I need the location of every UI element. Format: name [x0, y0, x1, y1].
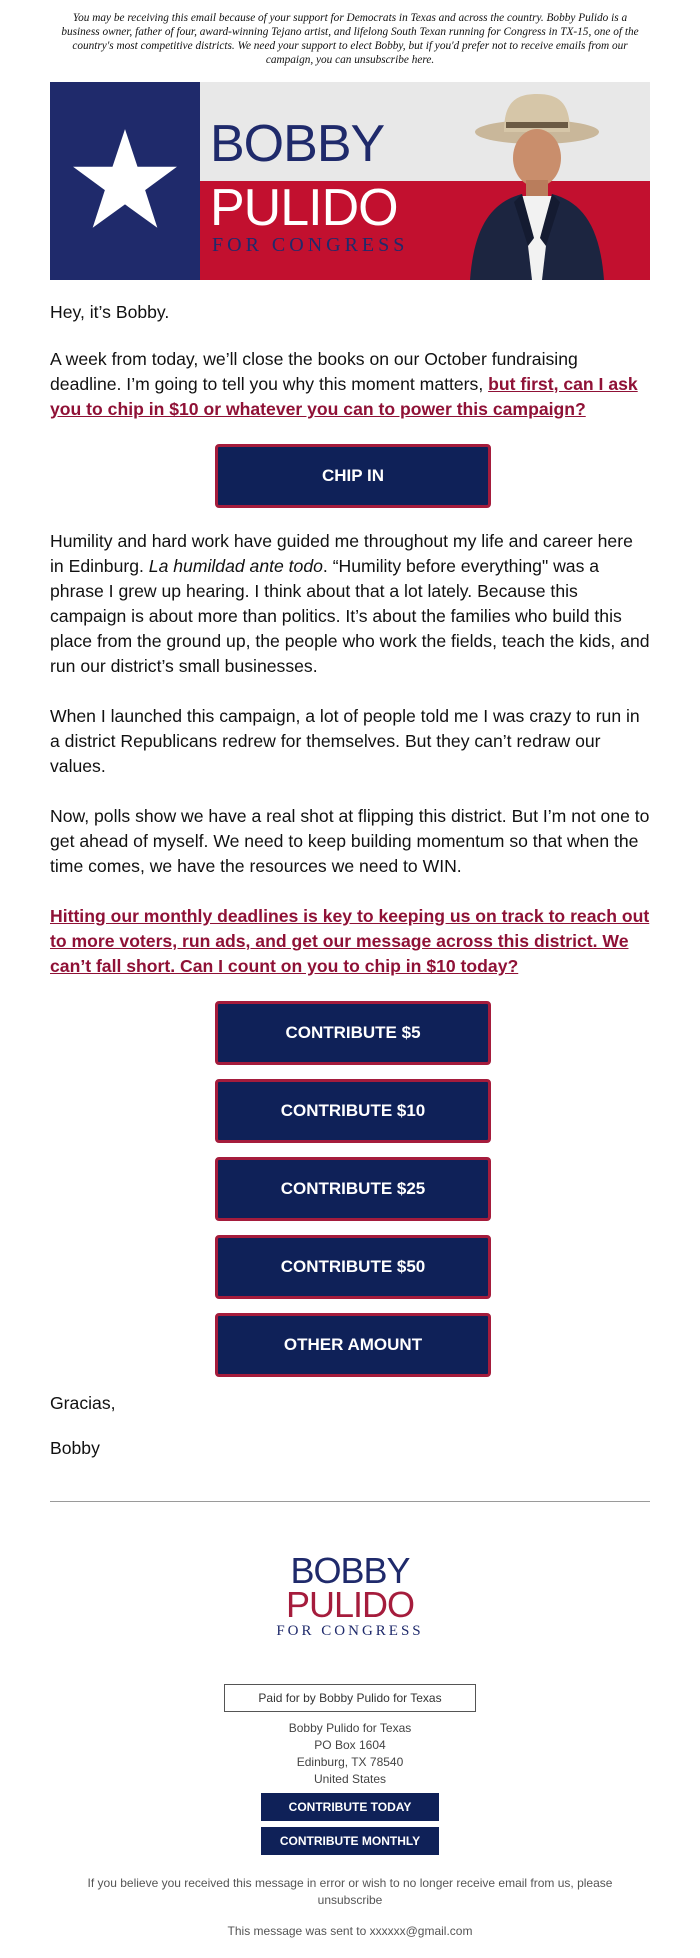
address-line: PO Box 1604	[314, 1738, 386, 1752]
footer-logo-line2: PULIDO	[285, 1584, 415, 1625]
sent-to-note	[50, 1923, 650, 1940]
paragraph-humility	[50, 529, 650, 679]
mailing-address	[50, 1720, 650, 1788]
greeting: Hey, it’s Bobby.	[50, 302, 170, 322]
address-line: Bobby Pulido for Texas	[288, 1721, 412, 1735]
disclaimer-text: You may be receiving this email because of your support for Democrats in Texas and across the country. Bobby Pulido is a business owner, father of four, award-winning Tejano artist, and lifelong South Texan running for Congress in TX-15, one of the country's most competitive districts. We need your support to elect Bobby, but if you'd prefer not to receive emails from our campaign, you can unsubscribe here.	[61, 12, 639, 66]
deadline-link[interactable]: Hitting our monthly deadlines is key to keeping us on track to reach out to more voters, run ads, and get our message across this district. We can’t fall short. Can I count on you to chip in $10 today?	[50, 906, 650, 976]
star-icon	[72, 129, 178, 231]
banner-subtitle: FOR CONGRESS	[212, 234, 409, 256]
footer-logo-line3: FOR CONGRESS	[276, 1623, 424, 1639]
other-amount-button[interactable]: OTHER AMOUNT	[215, 1313, 491, 1377]
unsubscribe-link[interactable]: unsubscribe	[317, 1893, 383, 1907]
sent-to-prefix: This message was sent to	[227, 1924, 370, 1938]
message-body	[50, 300, 650, 1461]
paragraph-intro	[50, 347, 650, 422]
humility-text-a: Humility and hard work have guided me throughout my life and career here in Edinburg.	[50, 531, 633, 576]
header-banner[interactable]	[50, 82, 650, 280]
chip-in-button[interactable]: CHIP IN	[215, 444, 491, 508]
contribute-5-button[interactable]: CONTRIBUTE $5	[215, 1001, 491, 1065]
address-line: Edinburg, TX 78540	[296, 1755, 404, 1769]
signoff: Gracias,	[50, 1393, 116, 1413]
chip-in-inline-link[interactable]: but first, can I ask you to chip in $10 or whatever you can to power this campaign?	[50, 374, 638, 419]
address-line: United States	[313, 1772, 387, 1786]
email-container	[50, 0, 650, 1940]
signature: Bobby	[50, 1438, 100, 1458]
contribute-today-button[interactable]: CONTRIBUTE TODAY	[261, 1793, 439, 1821]
recipient-email: xxxxxx@gmail.com	[369, 1924, 473, 1938]
paragraph-launch: When I launched this campaign, a lot of people told me I was crazy to run in a district Republicans redrew for themselves. But they can’t redraw our values.	[50, 706, 640, 776]
error-note	[50, 1875, 650, 1909]
humility-text-b: . “Humility before everything" was a phrase I grew up hearing. I think about that a lot lately. Because this campaign is about more than politics. It’s about the families who build this place from the ground up, the people who work the fields, teach the kids, and run our district’s small businesses.	[50, 556, 650, 676]
contribute-25-button[interactable]: CONTRIBUTE $25	[215, 1157, 491, 1221]
paid-for-box: Paid for by Bobby Pulido for Texas	[224, 1684, 476, 1712]
banner-name-line1: BOBBY	[210, 115, 385, 173]
intro-text: A week from today, we’ll close the books on our October fundraising deadline. I’m going to tell you why this moment matters,	[50, 349, 578, 394]
contribute-50-button[interactable]: CONTRIBUTE $50	[215, 1235, 491, 1299]
footer-logo-line1: BOBBY	[290, 1550, 410, 1591]
contribute-10-button[interactable]: CONTRIBUTE $10	[215, 1079, 491, 1143]
paragraph-polls: Now, polls show we have a real shot at flipping this district. But I’m not one to get ahead of myself. We need to keep building momentum so that when the time comes, we have the resources we need to WIN.	[50, 806, 650, 876]
contribute-monthly-button[interactable]: CONTRIBUTE MONTHLY	[261, 1827, 439, 1855]
banner-name-line2: PULIDO	[210, 179, 398, 237]
candidate-photo	[452, 88, 622, 280]
error-note-text: If you believe you received this message in error or wish to no longer receive email from us, please	[87, 1876, 613, 1890]
footer-logo	[50, 1550, 650, 1640]
humility-italic: La humildad ante todo	[148, 556, 323, 576]
